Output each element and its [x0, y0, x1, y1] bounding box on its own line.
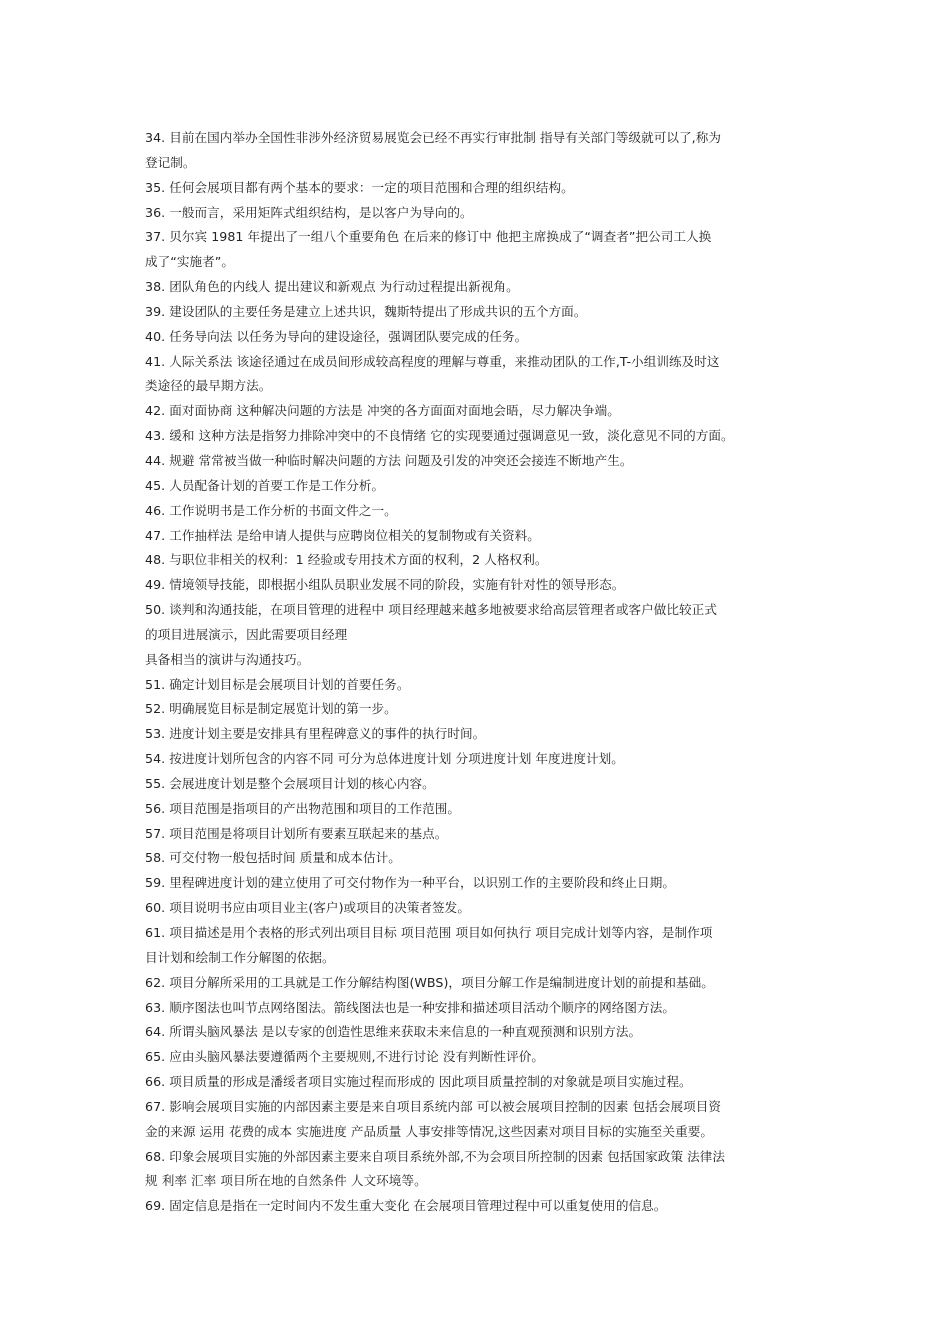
document-body: [145, 126, 825, 1219]
text-line: 66. 项目质量的形成是潘绥者项目实施过程而形成的 因此项目质量控制的对象就是项目实施过程。: [145, 1074, 692, 1090]
text-line: 62. 项目分解所采用的工具就是工作分解结构图(WBS)，项目分解工作是编制进度计划的前提和基础。: [145, 974, 714, 990]
text-line: 63. 顺序图法也叫节点网络图法。箭线图法也是一种安排和描述项目活动个顺序的网络图方法。: [145, 999, 675, 1015]
text-line: 47. 工作抽样法 是给申请人提供与应聘岗位相关的复制物或有关资料。: [145, 527, 540, 543]
text-line: 48. 与职位非相关的权利：1 经验或专用技术方面的权利，2 人格权利。: [145, 552, 548, 568]
text-line: 60. 项目说明书应由项目业主(客户)或项目的决策者签发。: [145, 900, 470, 916]
text-line: 规 利率 汇率 项目所在地的自然条件 人文环境等。: [145, 1173, 427, 1189]
text-line: 35. 任何会展项目都有两个基本的要求：一定的项目范围和合理的组织结构。: [145, 179, 574, 195]
text-line: 52. 明确展览目标是制定展览计划的第一步。: [145, 701, 397, 717]
text-line: 45. 人员配备计划的首要工作是工作分析。: [145, 477, 385, 493]
text-line: 34. 目前在国内举办全国性非涉外经济贸易展览会已经不再实行审批制 指导有关部门等级就可以了,称为: [145, 130, 722, 145]
text-line: 43. 缓和 这种方法是指努力排除冲突中的不良情绪 它的实现要通过强调意见一致，淡化意见不同的方面。: [145, 428, 734, 444]
text-line: 37. 贝尔宾 1981 年提出了一组八个重要角色 在后来的修订中 他把主席换成了“调查者”把公司工人换: [145, 229, 712, 245]
text-line: 51. 确定计划目标是会展项目计划的首要任务。: [145, 676, 410, 692]
text-line: 41. 人际关系法 该途径通过在成员间形成较高程度的理解与尊重，来推动团队的工作,T-小组训练及时这: [145, 353, 720, 369]
text-line: 57. 项目范围是将项目计划所有要素互联起来的基点。: [145, 825, 448, 841]
text-line: 64. 所谓头脑风暴法 是以专家的创造性思维来获取未来信息的一种直观预测和识别方法。: [145, 1024, 642, 1040]
text-line: 53. 进度计划主要是安排具有里程碑意义的事件的执行时间。: [145, 726, 486, 742]
text-line: 40. 任务导向法 以任务为导向的建设途径，强调团队要完成的任务。: [145, 328, 528, 344]
text-line: 61. 项目描述是用个表格的形式列出项目目标 项目范围 项目如何执行 项目完成计划等内容，是制作项: [145, 925, 713, 940]
text-line: 58. 可交付物一般包括时间 质量和成本估计。: [145, 850, 401, 866]
text-line: 类途径的最早期方法。: [145, 378, 272, 394]
text-line: 54. 按进度计划所包含的内容不同 可分为总体进度计划 分项进度计划 年度进度计划。: [145, 751, 624, 767]
text-line: 49. 情境领导技能，即根据小组队员职业发展不同的阶段，实施有针对性的领导形态。: [145, 577, 625, 593]
text-line: 68. 印象会展项目实施的外部因素主要来自项目系统外部,不为会项目所控制的因素 包括国家政策 法律法: [145, 1148, 726, 1164]
text-line: 目计划和绘制工作分解图的依据。: [145, 949, 335, 965]
text-line: 59. 里程碑进度计划的建立使用了可交付物作为一种平台，以识别工作的主要阶段和终止日期。: [145, 875, 675, 891]
text-line: 金的来源 运用 花费的成本 实施进度 产品质量 人事安排等情况,这些因素对项目目标的实施至关重要。: [145, 1123, 713, 1139]
text-line: 65. 应由头脑风暴法要遵循两个主要规则,不进行讨论 没有判断性评价。: [145, 1049, 545, 1065]
text-line: 42. 面对面协商 这种解决问题的方法是 冲突的各方面面对面地会晤，尽力解决争端。: [145, 403, 620, 419]
text-line: 具备相当的演讲与沟通技巧。: [145, 651, 310, 667]
text-line: 成了“实施者”。: [145, 254, 235, 270]
text-line: 69. 固定信息是指在一定时间内不发生重大变化 在会展项目管理过程中可以重复使用的信息。: [145, 1198, 667, 1214]
text-line: 36. 一般而言，采用矩阵式组织结构，是以客户为导向的。: [145, 204, 473, 220]
text-line: 的项目进展演示，因此需要项目经理: [145, 626, 348, 642]
text-line: 56. 项目范围是指项目的产出物范围和项目的工作范围。: [145, 800, 461, 816]
text-line: 46. 工作说明书是工作分析的书面文件之一。: [145, 502, 397, 518]
text-line: 55. 会展进度计划是整个会展项目计划的核心内容。: [145, 775, 435, 791]
text-line: 38. 团队角色的内线人 提出建议和新观点 为行动过程提出新视角。: [145, 279, 519, 295]
text-line: 67. 影响会展项目实施的内部因素主要是来自项目系统内部 可以被会展项目控制的因素 包括会展项目资: [145, 1098, 722, 1114]
text-line: 44. 规避 常常被当做一种临时解决问题的方法 问题及引发的冲突还会接连不断地产生。: [145, 452, 633, 468]
text-line: 登记制。: [145, 154, 196, 170]
text-line: 39. 建设团队的主要任务是建立上述共识，魏斯特提出了形成共识的五个方面。: [145, 303, 587, 319]
text-line: 50. 谈判和沟通技能，在项目管理的进程中 项目经理越来越多地被要求给高层管理者或客户做比较正式: [145, 602, 717, 618]
